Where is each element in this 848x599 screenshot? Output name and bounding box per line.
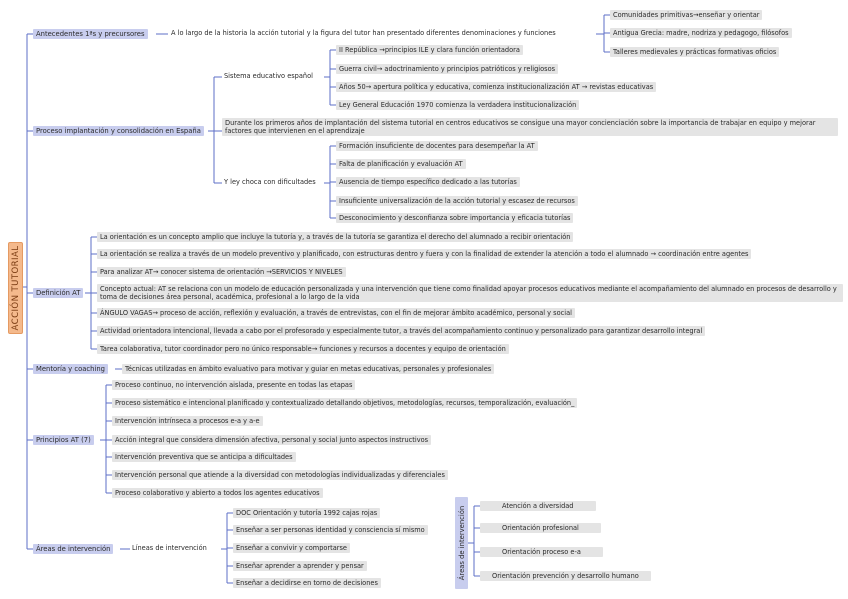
lineas-item: Enseñar a decidirse en torno de decisiones xyxy=(233,578,381,588)
sistema-item: Ley General Educación 1970 comienza la verdadera institucionalización xyxy=(336,100,579,110)
sistema-item: Años 50→ apertura política y educativa, comienza institucionalización AT → revistas educativas xyxy=(336,82,656,92)
ley-item: Insuficiente universalización de la acción tutorial y escasez de recursos xyxy=(336,196,578,206)
area-item: Orientación profesional xyxy=(480,523,601,533)
branch-areas: Áreas de intervención xyxy=(33,544,113,554)
lineas-item: DOC Orientación y tutoría 1992 cajas rojas xyxy=(233,508,380,518)
ley-dificultades: Y ley choca con dificultades xyxy=(224,178,316,186)
ley-item: Formación insuficiente de docentes para desempeñar la AT xyxy=(336,141,538,151)
branch-mentoria: Mentoría y coaching xyxy=(33,364,108,374)
area-item: Atención a diversidad xyxy=(480,501,596,511)
antecedentes-text: A lo largo de la historia la acción tutorial y la figura del tutor han presentado diferentes denominaciones y funciones xyxy=(171,29,556,37)
areas-intervencion-label: Áreas de intervención xyxy=(457,505,466,581)
definicion-item: Actividad orientadora intencional, llevada a cabo por el profesorado y especialmente tutor, a través del acompañamiento continuo y personalizado para garantizar desarrollo integral xyxy=(97,326,705,336)
antecedentes-item: Antigua Grecia: madre, nodriza y pedagogo, filósofos xyxy=(610,28,792,38)
lineas-item: Enseñar aprender a aprender y pensar xyxy=(233,561,367,571)
principio-item: Intervención intrínseca a procesos e-a y a-e xyxy=(112,416,263,426)
definicion-item: Concepto actual: AT se relaciona con un modelo de educación personalizada y una intervención que tiene como finalidad apoyar procesos educativos mediante el acompañamiento del alumnado en procesos de desarrollo y toma de decisiones área personal, académica, profesional a lo largo de la vida xyxy=(97,284,843,302)
mentoria-text: Técnicas utilizadas en ámbito evaluativo para motivar y guiar en metas educativas, personales y profesionales xyxy=(122,364,494,374)
durante-text: Durante los primeros años de implantación del sistema tutorial en centros educativos se consigue una mayor concienciación sobre la importancia de trabajar en equipo y mejorar factores que intervienen en el aprendizaje xyxy=(222,118,838,136)
sistema-educativo: Sistema educativo español xyxy=(224,72,313,80)
sistema-item: II República →principios ILE y clara función orientadora xyxy=(336,45,523,55)
principio-item: Proceso sistemático e intencional planificado y contextualizado detallando objetivos, metodologías, recursos, temporalización, evaluación_ xyxy=(112,398,577,408)
lineas-item: Enseñar a convivir y comportarse xyxy=(233,543,350,553)
principio-item: Intervención preventiva que se anticipa a dificultades xyxy=(112,452,296,462)
branch-principios: Principios AT (7) xyxy=(33,435,94,445)
ley-item: Falta de planificación y evaluación AT xyxy=(336,159,466,169)
principio-item: Intervención personal que atiende a la diversidad con metodologías individualizadas y diferenciales xyxy=(112,470,448,480)
branch-proceso: Proceso implantación y consolidación en España xyxy=(33,126,204,136)
principio-item: Acción integral que considera dimensión afectiva, personal y social junto aspectos instructivos xyxy=(112,435,431,445)
ley-item: Desconocimiento y desconfianza sobre importancia y eficacia tutorías xyxy=(336,213,573,223)
branch-antecedentes: Antecedentes 1ªs y precursores xyxy=(33,29,148,39)
sistema-item: Guerra civil→ adoctrinamiento y principios patrióticos y religiosos xyxy=(336,64,558,74)
branch-definicion: Definición AT xyxy=(33,288,83,298)
definicion-item: Para analizar AT→ conocer sistema de orientación →SERVICIOS Y NIVELES xyxy=(97,267,346,277)
definicion-item: ÁNGULO VAGAS→ proceso de acción, reflexión y evaluación, a través de entrevistas, con el fin de mejorar ámbito académico, personal y social xyxy=(97,308,575,318)
definicion-item: La orientación es un concepto amplio que incluye la tutoría y, a través de la tutoría se garantiza el derecho del alumnado a recibir orientación xyxy=(97,232,573,242)
antecedentes-item: Comunidades primitivas→enseñar y orientar xyxy=(610,10,762,20)
antecedentes-item: Talleres medievales y prácticas formativas oficios xyxy=(610,47,779,57)
area-item: Orientación proceso e-a xyxy=(480,547,603,557)
principio-item: Proceso continuo, no intervención aislada, presente en todas las etapas xyxy=(112,380,355,390)
areas-intervencion-vertical xyxy=(455,497,468,589)
lineas-item: Enseñar a ser personas identidad y consciencia sí mismo xyxy=(233,525,428,535)
definicion-item: La orientación se realiza a través de un modelo preventivo y planificado, con estructuras dentro y fuera y con la finalidad de extender la atención a todo el alumnado → coordinación entre agentes xyxy=(97,249,751,259)
ley-item: Ausencia de tiempo específico dedicado a las tutorías xyxy=(336,177,520,187)
area-item: Orientación prevención y desarrollo humano xyxy=(480,571,651,581)
lineas-intervencion: Líneas de intervención xyxy=(132,544,207,552)
root-label: ACCIÓN TUTORIAL xyxy=(10,245,21,331)
principio-item: Proceso colaborativo y abierto a todos los agentes educativos xyxy=(112,488,323,498)
definicion-item: Tarea colaborativa, tutor coordinador pero no único responsable→ funciones y recursos a docentes y equipo de orientación xyxy=(97,344,509,354)
root-node xyxy=(8,242,23,334)
